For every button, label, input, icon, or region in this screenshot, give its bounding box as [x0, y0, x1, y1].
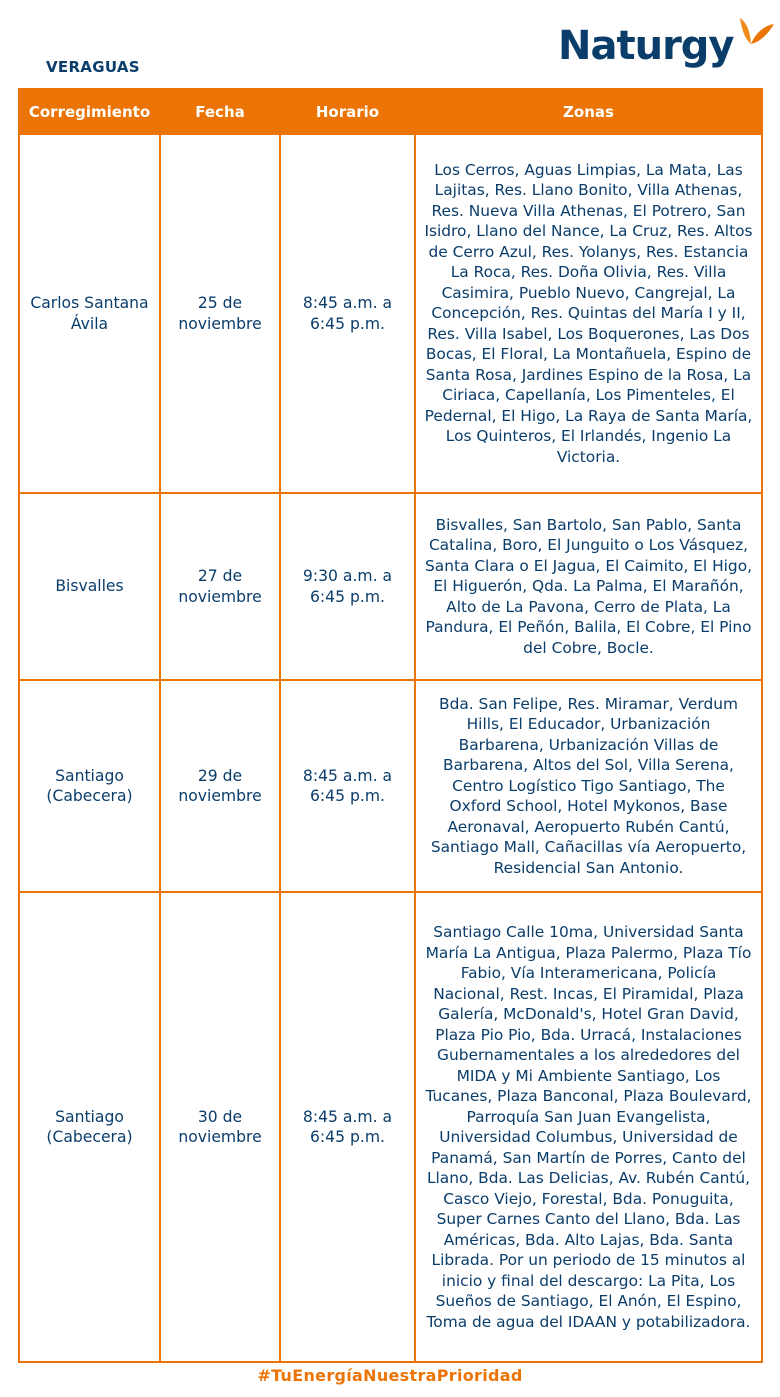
cell-corregimiento: Bisvalles — [19, 493, 160, 680]
cell-zonas: Santiago Calle 10ma, Universidad Santa María La Antigua, Plaza Palermo, Plaza Tío Fabio, Vía Interamericana, Policía Nacional, Rest. Incas, El Piramidal, Plaza Galería, McDonald's, Hotel Gran David, Plaza Pio Pio, Bda. Urracá, Instalaciones Gubernamentales a los alrededores del MIDA y Mi Ambiente Santiago, Los Tucanes, Plaza Banconal, Plaza Boulevard, Parroquía San Juan Evangelista, Universidad Columbus, Universidad de Panamá, San Martín de Porres, Canto del Llano, Bda. Las Delicias, Av. Rubén Cantú, Casco Viejo, Forestal, Bda. Ponuguita, Super Carnes Canto del Llano, Bda. Las Américas, Bda. Alto Lajas, Bda. Santa Librada. Por un periodo de 15 minutos al inicio y final del descargo: La Pita, Los Sueños de Santiago, El Anón, El Espino, Toma de agua del IDAAN y potabilizadora. — [415, 892, 762, 1362]
cell-horario: 8:45 a.m. a 6:45 p.m. — [280, 892, 415, 1362]
cell-horario: 8:45 a.m. a 6:45 p.m. — [280, 134, 415, 493]
table-header-row — [19, 89, 762, 134]
cell-fecha: 27 de noviembre — [160, 493, 280, 680]
cell-fecha: 29 de noviembre — [160, 680, 280, 892]
header-fecha: Fecha — [160, 89, 280, 134]
cell-horario: 9:30 a.m. a 6:45 p.m. — [280, 493, 415, 680]
butterfly-icon — [736, 14, 776, 54]
header-zonas: Zonas — [415, 89, 762, 134]
outage-schedule-table — [18, 88, 763, 1363]
table-row — [19, 493, 762, 680]
table-row — [19, 134, 762, 493]
cell-zonas: Los Cerros, Aguas Limpias, La Mata, Las Lajitas, Res. Llano Bonito, Villa Athenas, Res. Nueva Villa Athenas, El Potrero, San Isidro, Llano del Nance, La Cruz, Res. Altos de Cerro Azul, Res. Yolanys, Res. Estancia La Roca, Res. Doña Olivia, Res. Villa Casimira, Pueblo Nuevo, Cangrejal, La Concepción, Res. Quintas del María I y II, Res. Villa Isabel, Los Boquerones, Las Dos Bocas, El Floral, La Montañuela, Espino de Santa Rosa, Jardines Espino de la Rosa, La Ciriaca, Capellanía, Los Pimenteles, El Pedernal, El Higo, La Raya de Santa María, Los Quinteros, El Irlandés, Ingenio La Victoria. — [415, 134, 762, 493]
header-horario: Horario — [280, 89, 415, 134]
table-row — [19, 680, 762, 892]
cell-corregimiento: Santiago (Cabecera) — [19, 680, 160, 892]
header-corregimiento: Corregimiento — [19, 89, 160, 134]
region-title: VERAGUAS — [46, 58, 140, 76]
cell-fecha: 25 de noviembre — [160, 134, 280, 493]
cell-corregimiento: Santiago (Cabecera) — [19, 892, 160, 1362]
table-row — [19, 892, 762, 1362]
brand-name: Naturgy — [558, 23, 734, 69]
cell-corregimiento: Carlos Santana Ávila — [19, 134, 160, 493]
cell-horario: 8:45 a.m. a 6:45 p.m. — [280, 680, 415, 892]
cell-fecha: 30 de noviembre — [160, 892, 280, 1362]
cell-zonas: Bda. San Felipe, Res. Miramar, Verdum Hills, El Educador, Urbanización Barbarena, Urbanización Villas de Barbarena, Altos del Sol, Villa Serena, Centro Logístico Tigo Santiago, The Oxford School, Hotel Mykonos, Base Aeronaval, Aeropuerto Rubén Cantú, Santiago Mall, Cañacillas vía Aeropuerto, Residencial San Antonio. — [415, 680, 762, 892]
cell-zonas: Bisvalles, San Bartolo, San Pablo, Santa Catalina, Boro, El Junguito o Los Vásquez, Santa Clara o El Jagua, El Caimito, El Higo, El Higuerón, Qda. La Palma, El Marañón, Alto de La Pavona, Cerro de Plata, La Pandura, El Peñón, Balila, El Cobre, El Pino del Cobre, Bocle. — [415, 493, 762, 680]
naturgy-logo — [558, 14, 776, 78]
footer-hashtag: #TuEnergíaNuestraPrioridad — [257, 1366, 523, 1385]
